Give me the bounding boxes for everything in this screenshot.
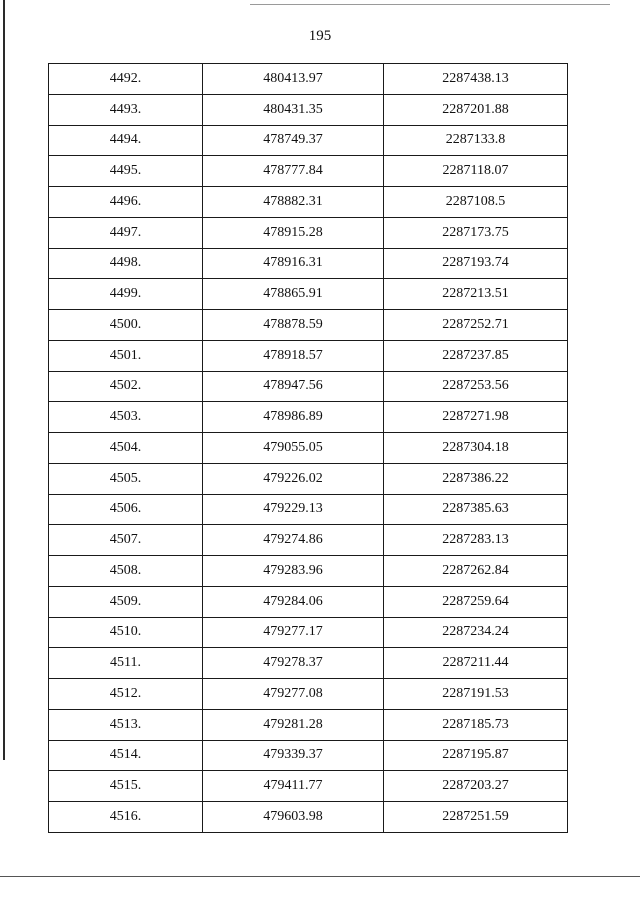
x-coordinate-cell: 479226.02 xyxy=(203,463,384,494)
page-number: 195 xyxy=(308,28,332,44)
x-coordinate-cell: 479229.13 xyxy=(203,494,384,525)
point-number-cell: 4499. xyxy=(49,279,203,310)
x-coordinate-cell: 479411.77 xyxy=(203,771,384,802)
y-coordinate-cell: 2287251.59 xyxy=(384,802,568,833)
point-number-cell: 4512. xyxy=(49,679,203,710)
x-coordinate-cell: 479284.06 xyxy=(203,586,384,617)
table-row xyxy=(49,125,568,156)
x-coordinate-cell: 479281.28 xyxy=(203,709,384,740)
x-coordinate-cell: 478947.56 xyxy=(203,371,384,402)
table-row xyxy=(49,433,568,464)
x-coordinate-cell: 479278.37 xyxy=(203,648,384,679)
y-coordinate-cell: 2287386.22 xyxy=(384,463,568,494)
point-number-cell: 4516. xyxy=(49,802,203,833)
point-number-cell: 4494. xyxy=(49,125,203,156)
table-row xyxy=(49,187,568,218)
point-number-cell: 4502. xyxy=(49,371,203,402)
y-coordinate-cell: 2287195.87 xyxy=(384,740,568,771)
y-coordinate-cell: 2287253.56 xyxy=(384,371,568,402)
scan-edge-top xyxy=(250,4,610,5)
point-number-cell: 4511. xyxy=(49,648,203,679)
scan-edge-bottom xyxy=(0,876,640,877)
table-row xyxy=(49,740,568,771)
y-coordinate-cell: 2287252.71 xyxy=(384,310,568,341)
table-row xyxy=(49,525,568,556)
x-coordinate-cell: 478986.89 xyxy=(203,402,384,433)
x-coordinate-cell: 480431.35 xyxy=(203,94,384,125)
y-coordinate-cell: 2287262.84 xyxy=(384,556,568,587)
y-coordinate-cell: 2287118.07 xyxy=(384,156,568,187)
point-number-cell: 4506. xyxy=(49,494,203,525)
point-number-cell: 4498. xyxy=(49,248,203,279)
table-row xyxy=(49,617,568,648)
point-number-cell: 4503. xyxy=(49,402,203,433)
y-coordinate-cell: 2287237.85 xyxy=(384,340,568,371)
point-number-cell: 4504. xyxy=(49,433,203,464)
table-row xyxy=(49,64,568,95)
point-number-cell: 4492. xyxy=(49,64,203,95)
x-coordinate-cell: 478777.84 xyxy=(203,156,384,187)
point-number-cell: 4507. xyxy=(49,525,203,556)
point-number-cell: 4495. xyxy=(49,156,203,187)
x-coordinate-cell: 480413.97 xyxy=(203,64,384,95)
y-coordinate-cell: 2287193.74 xyxy=(384,248,568,279)
point-number-cell: 4496. xyxy=(49,187,203,218)
point-number-cell: 4513. xyxy=(49,709,203,740)
point-number-cell: 4515. xyxy=(49,771,203,802)
table-row xyxy=(49,709,568,740)
y-coordinate-cell: 2287304.18 xyxy=(384,433,568,464)
x-coordinate-cell: 479277.17 xyxy=(203,617,384,648)
table-row xyxy=(49,494,568,525)
y-coordinate-cell: 2287191.53 xyxy=(384,679,568,710)
table-row xyxy=(49,248,568,279)
point-number-cell: 4510. xyxy=(49,617,203,648)
x-coordinate-cell: 479283.96 xyxy=(203,556,384,587)
y-coordinate-cell: 2287133.8 xyxy=(384,125,568,156)
table-row xyxy=(49,463,568,494)
y-coordinate-cell: 2287108.5 xyxy=(384,187,568,218)
table-row xyxy=(49,402,568,433)
y-coordinate-cell: 2287385.63 xyxy=(384,494,568,525)
table-row xyxy=(49,802,568,833)
coordinates-table xyxy=(48,63,568,833)
table-row xyxy=(49,217,568,248)
x-coordinate-cell: 479339.37 xyxy=(203,740,384,771)
y-coordinate-cell: 2287438.13 xyxy=(384,64,568,95)
y-coordinate-cell: 2287271.98 xyxy=(384,402,568,433)
x-coordinate-cell: 478878.59 xyxy=(203,310,384,341)
point-number-cell: 4508. xyxy=(49,556,203,587)
table-row xyxy=(49,94,568,125)
coordinates-table-body xyxy=(49,64,568,833)
table-row xyxy=(49,156,568,187)
x-coordinate-cell: 478749.37 xyxy=(203,125,384,156)
table-row xyxy=(49,771,568,802)
y-coordinate-cell: 2287213.51 xyxy=(384,279,568,310)
x-coordinate-cell: 479055.05 xyxy=(203,433,384,464)
y-coordinate-cell: 2287211.44 xyxy=(384,648,568,679)
point-number-cell: 4501. xyxy=(49,340,203,371)
x-coordinate-cell: 478918.57 xyxy=(203,340,384,371)
table-row xyxy=(49,586,568,617)
point-number-cell: 4509. xyxy=(49,586,203,617)
x-coordinate-cell: 479277.08 xyxy=(203,679,384,710)
table-row xyxy=(49,648,568,679)
table-row xyxy=(49,556,568,587)
x-coordinate-cell: 478916.31 xyxy=(203,248,384,279)
table-row xyxy=(49,679,568,710)
point-number-cell: 4493. xyxy=(49,94,203,125)
y-coordinate-cell: 2287185.73 xyxy=(384,709,568,740)
x-coordinate-cell: 478865.91 xyxy=(203,279,384,310)
y-coordinate-cell: 2287283.13 xyxy=(384,525,568,556)
y-coordinate-cell: 2287203.27 xyxy=(384,771,568,802)
table-row xyxy=(49,310,568,341)
table-row xyxy=(49,340,568,371)
point-number-cell: 4500. xyxy=(49,310,203,341)
x-coordinate-cell: 478915.28 xyxy=(203,217,384,248)
point-number-cell: 4497. xyxy=(49,217,203,248)
x-coordinate-cell: 478882.31 xyxy=(203,187,384,218)
point-number-cell: 4505. xyxy=(49,463,203,494)
table-row xyxy=(49,371,568,402)
y-coordinate-cell: 2287201.88 xyxy=(384,94,568,125)
y-coordinate-cell: 2287259.64 xyxy=(384,586,568,617)
x-coordinate-cell: 479274.86 xyxy=(203,525,384,556)
point-number-cell: 4514. xyxy=(49,740,203,771)
y-coordinate-cell: 2287173.75 xyxy=(384,217,568,248)
y-coordinate-cell: 2287234.24 xyxy=(384,617,568,648)
table-row xyxy=(49,279,568,310)
scan-edge-left xyxy=(3,0,5,760)
x-coordinate-cell: 479603.98 xyxy=(203,802,384,833)
